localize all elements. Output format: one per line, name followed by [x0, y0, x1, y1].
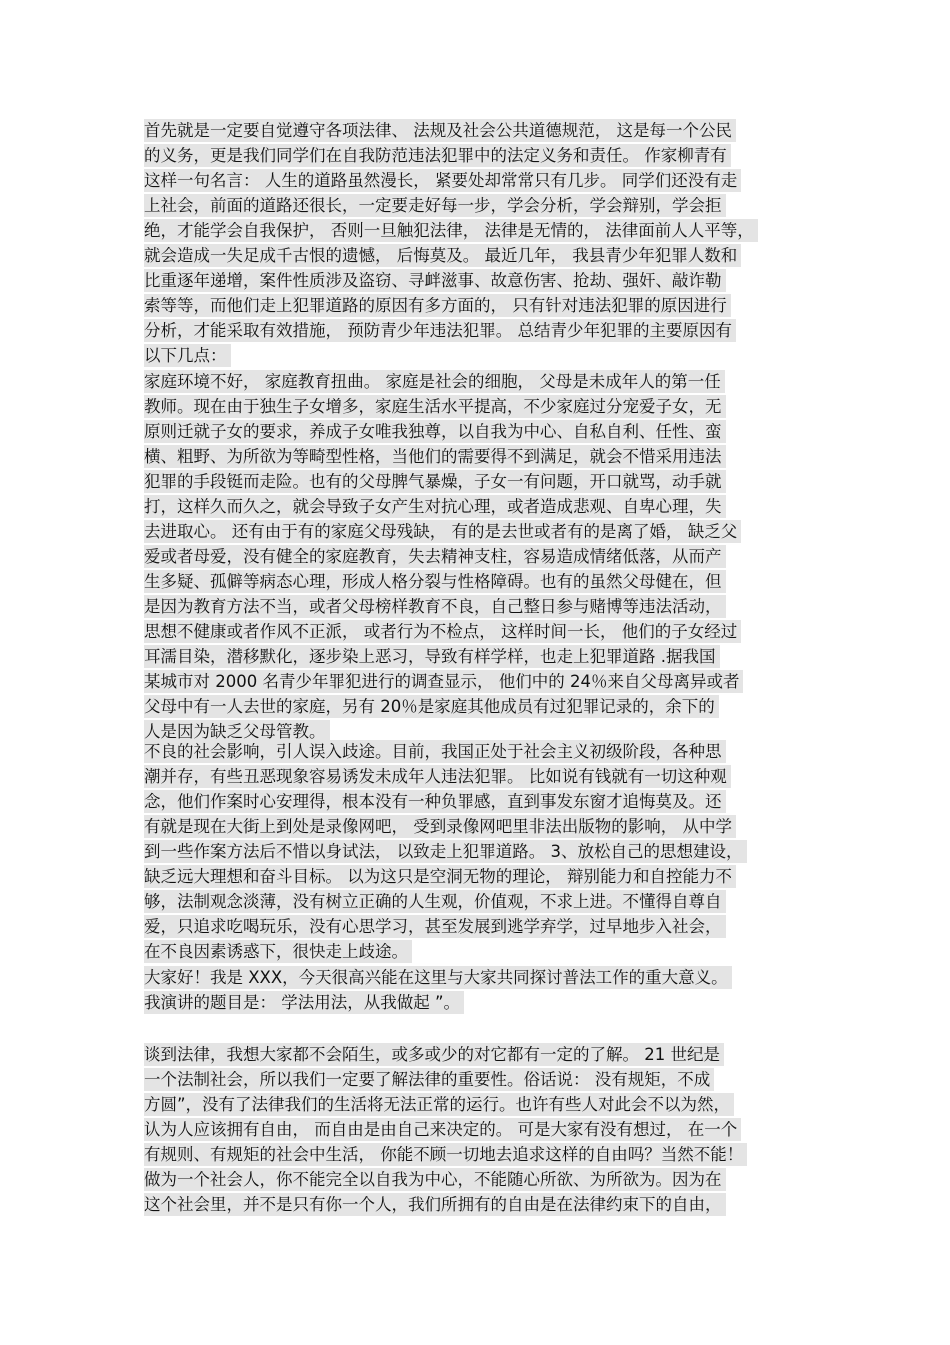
text-line: [144, 1042, 806, 1067]
line-text: 分析，才能采取有效措施， 预防青少年违法犯罪。 总结青少年犯罪的主要原因有: [144, 321, 732, 340]
text-line: [144, 268, 806, 293]
line-text: 就会造成一失足成千古恨的遗憾， 后悔莫及。 最近几年， 我县青少年犯罪人数和: [144, 246, 738, 265]
line-text: 的义务，更是我们同学们在自我防范违法犯罪中的法定义务和责任。 作家柳青有: [144, 146, 727, 165]
line-text: 打，这样久而久之，就会导致子女产生对抗心理，或者造成悲观、自卑心理，失: [144, 497, 722, 516]
paragraph-social-influence: [144, 739, 806, 964]
text-line: [144, 1192, 806, 1217]
text-line: [144, 644, 806, 669]
line-text: 一个法制社会，所以我们一定要了解法律的重要性。俗话说： 没有规矩，不成: [144, 1070, 711, 1089]
text-line: [144, 118, 806, 143]
text-line: [144, 519, 806, 544]
line-text: 生多疑、孤僻等病态心理，形成人格分裂与性格障碍。也有的虽然父母健在，但: [144, 572, 722, 591]
text-line: [144, 1067, 806, 1092]
text-line: [144, 619, 806, 644]
line-text: 谈到法律，我想大家都不会陌生，或多或少的对它都有一定的了解。 21 世纪是: [144, 1045, 720, 1064]
text-line: [144, 243, 806, 268]
line-text: 首先就是一定要自觉遵守各项法律、 法规及社会公共道德规范， 这是每一个公民: [144, 121, 732, 140]
text-line: [144, 569, 806, 594]
text-line: [144, 143, 806, 168]
line-text: 父母中有一人去世的家庭，另有 20％是家庭其他成员有过犯罪记录的，余下的: [144, 697, 715, 716]
paragraph-speech-opening: [144, 965, 806, 1015]
paragraph-family-environment: [144, 369, 806, 744]
text-line: [144, 990, 806, 1015]
line-text: 在不良因素诱惑下，很快走上歧途。: [144, 942, 408, 961]
text-line: [144, 1117, 806, 1142]
paragraph-law-and-freedom: [144, 1042, 806, 1217]
line-text: 有就是现在大街上到处是录像网吧， 受到录像网吧里非法出版物的影响， 从中学: [144, 817, 732, 836]
line-text: 认为人应该拥有自由， 而自由是由自己来决定的。 可是大家有没有想过， 在一个: [144, 1120, 738, 1139]
paragraph-causes-intro: [144, 118, 806, 368]
line-text: 原则迁就子女的要求，养成子女唯我独尊，以自我为中心、自私自利、任性、蛮: [144, 422, 722, 441]
line-text: 人是因为缺乏父母管教。: [144, 722, 326, 741]
line-text: 家庭环境不好， 家庭教育扭曲。 家庭是社会的细胞， 父母是未成年人的第一任: [144, 372, 721, 391]
text-line: [144, 369, 806, 394]
text-line: [144, 594, 806, 619]
line-text: 以下几点：: [144, 346, 227, 365]
line-text: 这个社会里，并不是只有你一个人，我们所拥有的自由是在法律约束下的自由，: [144, 1195, 722, 1214]
text-line: [144, 544, 806, 569]
text-line: [144, 494, 806, 519]
text-line: [144, 193, 806, 218]
text-line: [144, 739, 806, 764]
line-text: 上社会，前面的道路还很长，一定要走好每一步，学会分析，学会辩别，学会拒: [144, 196, 722, 215]
line-text: 这样一句名言： 人生的道路虽然漫长， 紧要处却常常只有几步。 同学们还没有走: [144, 171, 738, 190]
line-text: 绝，才能学会自我保护， 否则一旦触犯法律， 法律是无情的， 法律面前人人平等，: [144, 221, 754, 240]
text-line: [144, 694, 806, 719]
line-text: 我演讲的题目是： 学法用法，从我做起 ”。: [144, 993, 461, 1012]
text-line: [144, 168, 806, 193]
text-line: [144, 1142, 806, 1167]
line-text: 潮并存，有些丑恶现象容易诱发未成年人违法犯罪。 比如说有钱就有一切这种观: [144, 767, 727, 786]
text-line: [144, 669, 806, 694]
line-text: 爱或者母爱，没有健全的家庭教育，失去精神支柱，容易造成情绪低落，从而产: [144, 547, 722, 566]
text-line: [144, 839, 806, 864]
line-text: 方圆”，没有了法律我们的生活将无法正常的运行。也许有些人对此会不以为然，: [144, 1095, 731, 1114]
text-line: [144, 469, 806, 494]
line-text: 犯罪的手段铤而走险。也有的父母脾气暴燥，子女一有问题，开口就骂，动手就: [144, 472, 722, 491]
line-text: 教师。现在由于独生子女增多，家庭生活水平提高，不少家庭过分宠爱子女，无: [144, 397, 722, 416]
text-line: [144, 939, 806, 964]
text-line: [144, 318, 806, 343]
line-text: 有规则、有规矩的社会中生活， 你能不顾一切地去追求这样的自由吗？当然不能！: [144, 1145, 744, 1164]
text-line: [144, 394, 806, 419]
line-text: 缺乏远大理想和奋斗目标。 以为这只是空洞无物的理论， 辩别能力和自控能力不: [144, 867, 732, 886]
line-text: 做为一个社会人，你不能完全以自我为中心，不能随心所欲、为所欲为。因为在: [144, 1170, 722, 1189]
text-line: [144, 764, 806, 789]
text-line: [144, 864, 806, 889]
line-text: 思想不健康或者作风不正派， 或者行为不检点， 这样时间一长， 他们的子女经过: [144, 622, 738, 641]
text-line: [144, 965, 806, 990]
text-line: [144, 343, 806, 368]
line-text: 耳濡目染，潜移默化，逐步染上恶习，导致有样学样，也走上犯罪道路 .据我国: [144, 647, 716, 666]
text-line: [144, 419, 806, 444]
line-text: 某城市对 2000 名青少年罪犯进行的调查显示， 他们中的 24％来自父母离异或者: [144, 672, 740, 691]
line-text: 够，法制观念淡薄，没有树立正确的人生观，价值观，不求上进。不懂得自尊自: [144, 892, 722, 911]
text-line: [144, 293, 806, 318]
line-text: 去进取心。 还有由于有的家庭父母残缺， 有的是去世或者有的是离了婚， 缺乏父: [144, 522, 738, 541]
line-text: 不良的社会影响，引人误入歧途。目前，我国正处于社会主义初级阶段，各种思: [144, 742, 722, 761]
line-text: 爱，只追求吃喝玩乐，没有心思学习，甚至发展到逃学弃学，过早地步入社会，: [144, 917, 722, 936]
text-line: [144, 814, 806, 839]
line-text: 大家好！我是 XXX，今天很高兴能在这里与大家共同探讨普法工作的重大意义。: [144, 968, 728, 987]
line-text: 比重逐年递增，案件性质涉及盗窃、寻衅滋事、故意伤害、抢劫、强奸、敲诈勒: [144, 271, 722, 290]
text-line: [144, 889, 806, 914]
line-text: 横、粗野、为所欲为等畸型性格，当他们的需要得不到满足，就会不惜采用违法: [144, 447, 722, 466]
line-text: 到一些作案方法后不惜以身试法， 以致走上犯罪道路。 3、放松自己的思想建设，: [144, 842, 743, 861]
text-line: [144, 218, 806, 243]
line-text: 念，他们作案时心安理得，根本没有一种负罪感，直到事发东窗才追悔莫及。还: [144, 792, 722, 811]
text-line: [144, 1092, 806, 1117]
line-text: 索等等，而他们走上犯罪道路的原因有多方面的， 只有针对违法犯罪的原因进行: [144, 296, 727, 315]
text-line: [144, 914, 806, 939]
text-line: [144, 789, 806, 814]
text-line: [144, 444, 806, 469]
text-line: [144, 1167, 806, 1192]
line-text: 是因为教育方法不当，或者父母榜样教育不良，自己整日参与赌博等违法活动，: [144, 597, 722, 616]
